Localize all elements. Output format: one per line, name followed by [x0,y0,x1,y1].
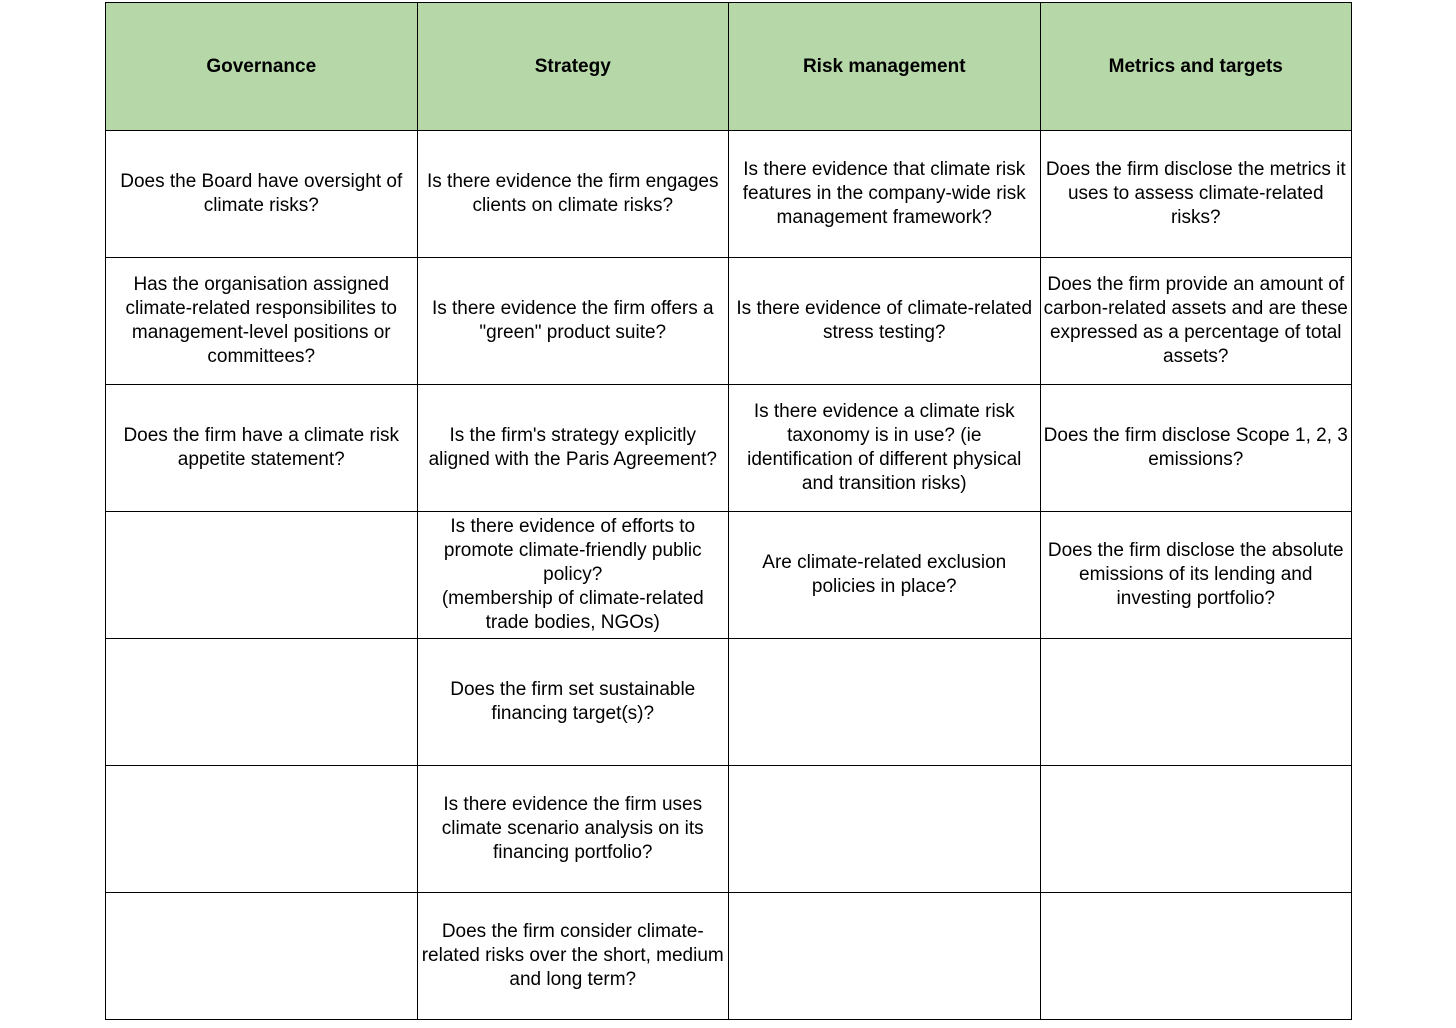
climate-disclosure-table [105,2,1352,1020]
metrics-cell: Does the firm provide an amount of carbon-related assets and are these expressed as a percentage of total assets? [1040,258,1352,385]
strategy-cell: Is there evidence the firm offers a "green" product suite? [417,258,729,385]
risk-management-cell [729,893,1041,1020]
risk-management-cell: Are climate-related exclusion policies in place? [729,512,1041,639]
strategy-cell: Does the firm consider climate-related risks over the short, medium and long term? [417,893,729,1020]
risk-management-cell: Is there evidence a climate risk taxonomy is in use? (ie identification of different physical and transition risks) [729,385,1041,512]
metrics-cell [1040,893,1352,1020]
header-strategy: Strategy [417,3,729,131]
governance-cell: Does the Board have oversight of climate risks? [106,131,418,258]
governance-cell [106,639,418,766]
governance-cell: Does the firm have a climate risk appetite statement? [106,385,418,512]
strategy-cell: Is there evidence of efforts to promote climate-friendly public policy? (membership of climate-related trade bodies, NGOs) [417,512,729,639]
metrics-cell: Does the firm disclose Scope 1, 2, 3 emissions? [1040,385,1352,512]
governance-cell [106,512,418,639]
metrics-cell [1040,639,1352,766]
risk-management-cell: Is there evidence of climate-related stress testing? [729,258,1041,385]
table-row [106,512,1352,639]
strategy-cell: Is there evidence the firm engages clients on climate risks? [417,131,729,258]
risk-management-cell [729,639,1041,766]
metrics-cell [1040,766,1352,893]
table-row [106,385,1352,512]
header-risk-management: Risk management [729,3,1041,131]
governance-cell [106,766,418,893]
strategy-cell: Does the firm set sustainable financing target(s)? [417,639,729,766]
strategy-cell: Is the firm's strategy explicitly aligned with the Paris Agreement? [417,385,729,512]
strategy-cell: Is there evidence the firm uses climate scenario analysis on its financing portfolio? [417,766,729,893]
metrics-cell: Does the firm disclose the metrics it uses to assess climate-related risks? [1040,131,1352,258]
header-metrics-and-targets: Metrics and targets [1040,3,1352,131]
table-row [106,893,1352,1020]
metrics-cell: Does the firm disclose the absolute emissions of its lending and investing portfolio? [1040,512,1352,639]
risk-management-cell: Is there evidence that climate risk features in the company-wide risk management framework? [729,131,1041,258]
table-row [106,258,1352,385]
table-row [106,131,1352,258]
header-row [106,3,1352,131]
risk-management-cell [729,766,1041,893]
header-governance: Governance [106,3,418,131]
governance-cell: Has the organisation assigned climate-related responsibilites to management-level positions or committees? [106,258,418,385]
table-row [106,766,1352,893]
table-row [106,639,1352,766]
governance-cell [106,893,418,1020]
